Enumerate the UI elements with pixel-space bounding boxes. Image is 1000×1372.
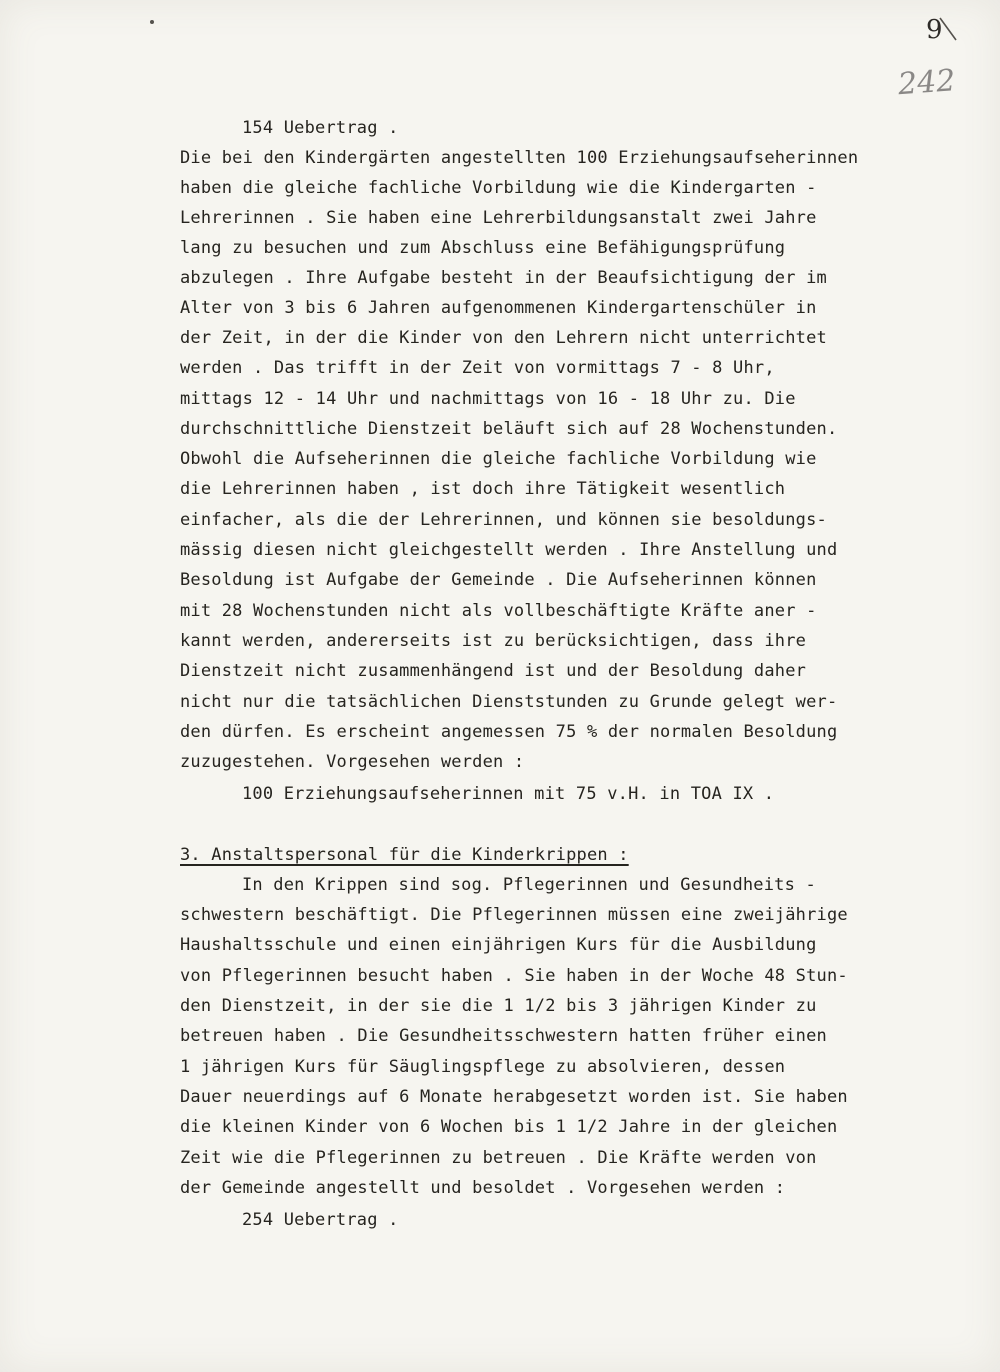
text-line: mässig diesen nicht gleichgestellt werden . Ihre Anstellung und — [180, 540, 838, 560]
page-number-annotations — [880, 6, 990, 106]
text-line: den dürfen. Es erscheint angemessen 75 % der normalen Besoldung — [180, 722, 838, 742]
staffing-summary-line: 100 Erziehungsaufseherinnen mit 75 v.H. in TOA IX . — [242, 784, 775, 804]
text-line: Haushaltsschule und einen einjährigen Kurs für die Ausbildung — [180, 935, 817, 955]
text-line: einfacher, als die der Lehrerinnen, und können sie besoldungs- — [180, 510, 827, 530]
text-line: von Pflegerinnen besucht haben . Sie haben in der Woche 48 Stun- — [180, 966, 848, 986]
section-heading: 3. Anstaltspersonal für die Kinderkrippen : — [180, 845, 629, 865]
text-line: Besoldung ist Aufgabe der Gemeinde . Die Aufseherinnen können — [180, 570, 817, 590]
text-line: haben die gleiche fachliche Vorbildung wie die Kindergarten - — [180, 178, 817, 198]
text-line: mittags 12 - 14 Uhr und nachmittags von 16 - 18 Uhr zu. Die — [180, 389, 796, 409]
text-line: mit 28 Wochenstunden nicht als vollbeschäftigte Kräfte aner - — [180, 601, 817, 621]
text-line: Obwohl die Aufseherinnen die gleiche fachliche Vorbildung wie — [180, 449, 817, 469]
text-line: durchschnittliche Dienstzeit beläuft sich auf 28 Wochenstunden. — [180, 419, 838, 439]
text-line: Dienstzeit nicht zusammenhängend ist und der Besoldung daher — [180, 661, 807, 681]
text-line: Zeit wie die Pflegerinnen zu betreuen . Die Kräfte werden von — [180, 1148, 817, 1168]
text-line: Alter von 3 bis 6 Jahren aufgenommenen Kindergartenschüler in — [180, 298, 817, 318]
text-line: die Lehrerinnen haben , ist doch ihre Tätigkeit wesentlich — [180, 479, 786, 499]
text-line: In den Krippen sind sog. Pflegerinnen und Gesundheits - — [242, 875, 816, 895]
text-line: zuzugestehen. Vorgesehen werden : — [180, 752, 525, 772]
archive-number: 242 — [896, 63, 957, 103]
text-line: abzulegen . Ihre Aufgabe besteht in der Beaufsichtigung der im — [180, 268, 827, 288]
carry-over-bottom: 254 Uebertrag . — [242, 1210, 399, 1230]
text-line: die kleinen Kinder von 6 Wochen bis 1 1/2 Jahre in der gleichen — [180, 1117, 838, 1137]
text-line: betreuen haben . Die Gesundheitsschwestern hatten früher einen — [180, 1026, 827, 1046]
text-line: Lehrerinnen . Sie haben eine Lehrerbildungsanstalt zwei Jahre — [180, 208, 817, 228]
text-line: nicht nur die tatsächlichen Dienststunden zu Grunde gelegt wer- — [180, 692, 838, 712]
text-line: lang zu besuchen und zum Abschluss eine Befähigungsprüfung — [180, 238, 786, 258]
carry-over-top: 154 Uebertrag . — [242, 118, 399, 138]
text-line: Dauer neuerdings auf 6 Monate herabgesetzt worden ist. Sie haben — [180, 1087, 848, 1107]
text-line: Die bei den Kindergärten angestellten 100 Erziehungsaufseherinnen — [180, 148, 859, 168]
page-number: 9 — [926, 15, 943, 45]
text-line: kannt werden, andererseits ist zu berücksichtigen, dass ihre — [180, 631, 807, 651]
text-line: den Dienstzeit, in der sie die 1 1/2 bis 3 jährigen Kinder zu — [180, 996, 817, 1016]
text-line: 1 jährigen Kurs für Säuglingspflege zu absolvieren, dessen — [180, 1057, 786, 1077]
text-line: der Gemeinde angestellt und besoldet . Vorgesehen werden : — [180, 1178, 786, 1198]
text-line: schwestern beschäftigt. Die Pflegerinnen müssen eine zweijährige — [180, 905, 848, 925]
text-line: der Zeit, in der die Kinder von den Lehrern nicht unterrichtet — [180, 328, 827, 348]
paper-speck — [150, 20, 154, 24]
text-line: werden . Das trifft in der Zeit von vormittags 7 - 8 Uhr, — [180, 358, 775, 378]
